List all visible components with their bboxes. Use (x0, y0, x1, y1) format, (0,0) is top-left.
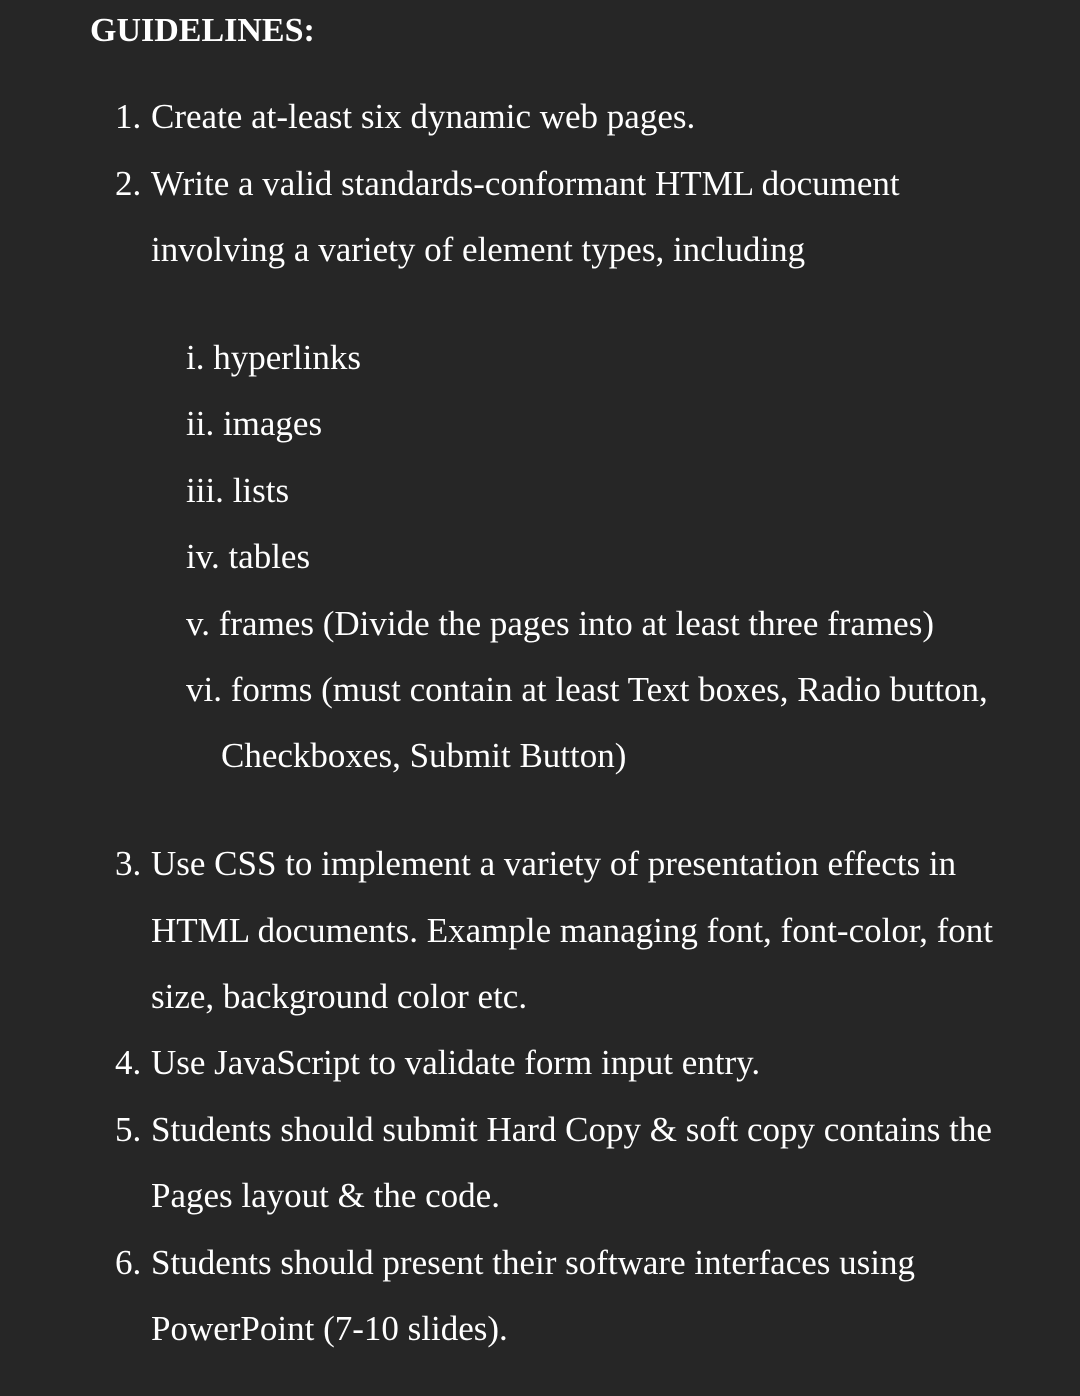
item-2-line-1: Write a valid standards-conformant HTML document (151, 164, 900, 203)
subitem-i-text: hyperlinks (213, 338, 361, 377)
guidelines-heading: GUIDELINES: (90, 12, 315, 49)
subitem-vi-number: vi. (186, 670, 222, 709)
item-4-line-1: Use JavaScript to validate form input entry. (151, 1043, 761, 1082)
item-3-line-2: HTML documents. Example managing font, font-color, font (151, 911, 993, 950)
subitem-iii-number: iii. (186, 471, 224, 510)
subitem-i-number: i. (186, 338, 205, 377)
item-6-number: 6. (115, 1243, 142, 1282)
subitem-ii-text: images (222, 404, 323, 443)
subitem-i (186, 340, 361, 375)
item-5-line-1: Students should submit Hard Copy & soft copy contains the (151, 1110, 992, 1149)
subitem-ii-number: ii. (186, 404, 215, 443)
item-3-number: 3. (115, 844, 142, 883)
item-4-number: 4. (115, 1043, 142, 1082)
item-1-number: 1. (115, 97, 142, 136)
item-5-number: 5. (115, 1110, 142, 1149)
subitem-iv-text: tables (228, 537, 311, 576)
item-5-line-2: Pages layout & the code. (151, 1176, 500, 1215)
subitem-v-text: frames (Divide the pages into at least three frames) (218, 604, 934, 643)
subitem-iv (186, 539, 310, 574)
subitem-vi-text: forms (must contain at least Text boxes, Radio button, (230, 670, 988, 709)
subitem-vi (186, 672, 988, 707)
subitem-iii-text: lists (232, 471, 290, 510)
subitem-iv-number: iv. (186, 537, 220, 576)
subitem-iii (186, 473, 289, 508)
item-3-line-3: size, background color etc. (151, 977, 528, 1016)
item-6-line-1: Students should present their software interfaces using (151, 1243, 915, 1282)
item-2-line-2: involving a variety of element types, including (151, 230, 806, 269)
item-2-number: 2. (115, 164, 142, 203)
subitem-ii (186, 406, 322, 441)
subitem-v (186, 606, 934, 641)
subitem-vi-line-2: Checkboxes, Submit Button) (221, 736, 627, 775)
item-3-line-1: Use CSS to implement a variety of presentation effects in (151, 844, 957, 883)
item-1-line-1: Create at-least six dynamic web pages. (151, 97, 696, 136)
subitem-v-number: v. (186, 604, 210, 643)
item-6-line-2: PowerPoint (7-10 slides). (151, 1309, 508, 1348)
